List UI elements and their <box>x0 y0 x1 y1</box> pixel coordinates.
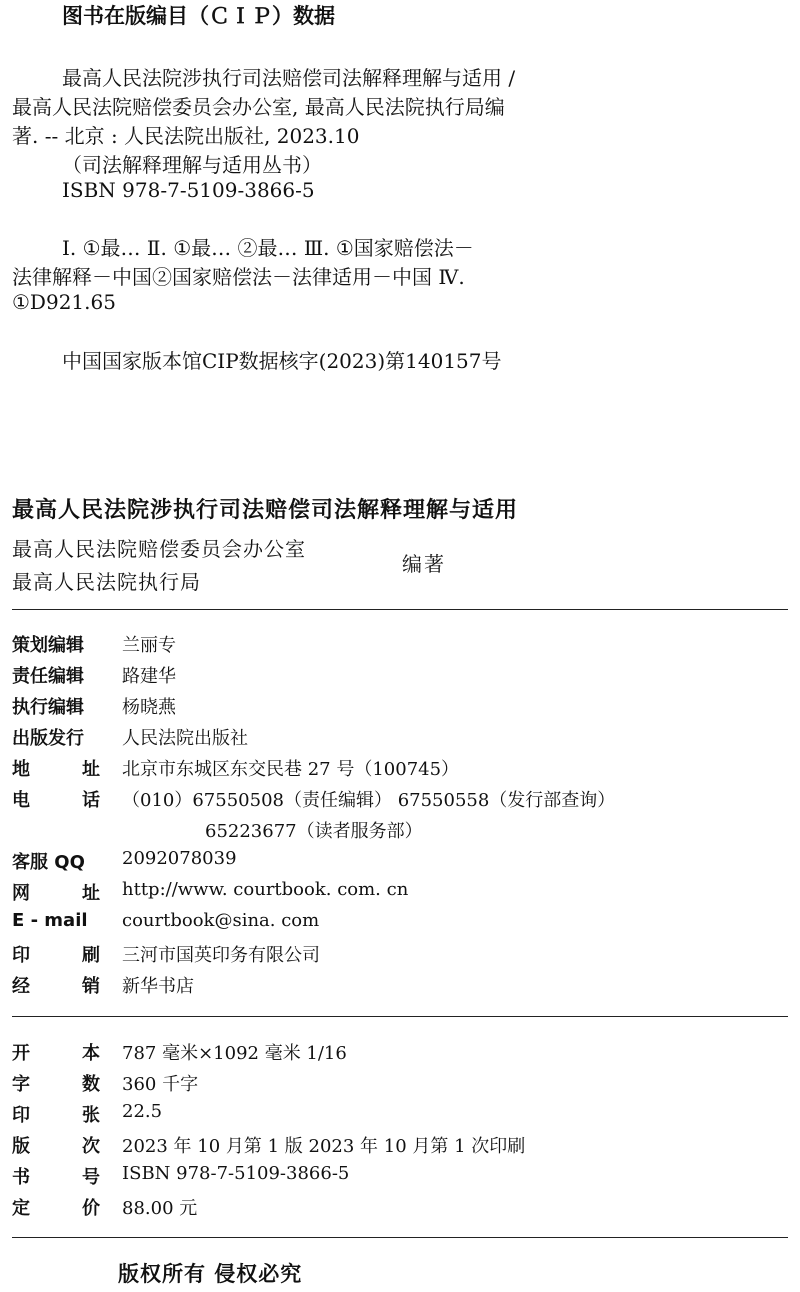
spec-label-format <box>12 1039 100 1065</box>
info-label: 执行编辑 <box>12 697 84 718</box>
cip-classification: ①D921.65 <box>12 290 116 314</box>
info-value: 人民法院出版社 <box>122 728 248 749</box>
editor-name: 最高人民法院执行局 <box>12 570 201 594</box>
info-label: 出版发行 <box>12 728 84 749</box>
info-label: E - mail <box>12 910 88 931</box>
spec-label-edition <box>12 1132 100 1158</box>
spec-label-char: 张 <box>82 1105 100 1126</box>
cip-heading: 图书在版编目（ＣＩＰ）数据 <box>62 4 335 28</box>
info-label-char: 销 <box>82 976 100 997</box>
spec-label-char: 字 <box>12 1074 30 1095</box>
spec-label-char: 印 <box>12 1105 30 1126</box>
spec-label-char: 号 <box>82 1167 100 1188</box>
info-label-address <box>12 755 100 781</box>
book-title: 最高人民法院涉执行司法赔偿司法解释理解与适用 <box>12 498 519 523</box>
editor-role: 编著 <box>402 552 446 576</box>
spec-label-char: 书 <box>12 1167 30 1188</box>
copyright-notice: 版权所有 侵权必究 <box>118 1262 303 1286</box>
info-value: 路建华 <box>122 666 176 687</box>
spec-label-sheets <box>12 1101 100 1127</box>
spec-value-sheets: 22.5 <box>122 1101 163 1122</box>
info-label-char: 刷 <box>82 945 100 966</box>
info-label: 客服 QQ <box>12 852 85 873</box>
spec-label-isbn <box>12 1163 100 1189</box>
cip-line: 著. -- 北京 : 人民法院出版社, 2023.10 <box>12 124 360 148</box>
info-label: 责任编辑 <box>12 666 84 687</box>
cip-classification: Ⅰ. ①最… Ⅱ. ①最… ②最… Ⅲ. ①国家赔偿法－ <box>62 236 474 260</box>
spec-label-char: 次 <box>82 1136 100 1157</box>
info-value-printer: 三河市国英印务有限公司 <box>122 945 320 966</box>
info-value: 杨晓燕 <box>122 697 176 718</box>
info-label-distributor <box>12 972 100 998</box>
editor-name: 最高人民法院赔偿委员会办公室 <box>12 537 306 561</box>
spec-label-char: 版 <box>12 1136 30 1157</box>
info-value-email: courtbook@sina. com <box>122 910 320 931</box>
cip-line: （司法解释理解与适用丛书） <box>62 153 322 177</box>
spec-value-edition: 2023 年 10 月第 1 版 2023 年 10 月第 1 次印刷 <box>122 1136 526 1157</box>
info-label-char: 电 <box>12 790 30 811</box>
spec-label-char: 价 <box>82 1198 100 1219</box>
info-label-printer <box>12 941 100 967</box>
info-value-distributor: 新华书店 <box>122 976 194 997</box>
info-label-phone <box>12 786 100 812</box>
info-label-website <box>12 879 100 905</box>
info-label-char: 印 <box>12 945 30 966</box>
cip-line: 最高人民法院赔偿委员会办公室, 最高人民法院执行局编 <box>12 95 505 119</box>
info-label-char: 址 <box>82 883 100 904</box>
spec-value-isbn: ISBN 978-7-5109-3866-5 <box>122 1163 350 1184</box>
info-value: 兰丽专 <box>122 635 176 656</box>
spec-label-char: 定 <box>12 1198 30 1219</box>
spec-label-price <box>12 1194 100 1220</box>
info-label-char: 地 <box>12 759 30 780</box>
cip-classification: 法律解释－中国②国家赔偿法－法律适用－中国 Ⅳ. <box>12 265 465 289</box>
spec-label-wordcount <box>12 1070 100 1096</box>
info-value-phone-2: 65223677（读者服务部） <box>205 821 423 842</box>
spec-label-char: 数 <box>82 1074 100 1095</box>
info-value-qq: 2092078039 <box>122 848 237 869</box>
spec-label-char: 开 <box>12 1043 30 1064</box>
info-label-char: 网 <box>12 883 30 904</box>
spec-value-wordcount: 360 千字 <box>122 1074 199 1095</box>
info-label: 策划编辑 <box>12 635 84 656</box>
info-label-char: 话 <box>82 790 100 811</box>
spec-value-price: 88.00 元 <box>122 1198 198 1219</box>
cip-verification-number: 中国国家版本馆CIP数据核字(2023)第140157号 <box>62 349 502 373</box>
divider <box>12 609 788 610</box>
info-label-char: 址 <box>82 759 100 780</box>
spec-label-char: 本 <box>82 1043 100 1064</box>
divider <box>12 1237 788 1238</box>
cip-line: 最高人民法院涉执行司法赔偿司法解释理解与适用 / <box>62 66 516 90</box>
info-value-website: http://www. courtbook. com. cn <box>122 879 409 900</box>
divider <box>12 1016 788 1017</box>
spec-value-format: 787 毫米×1092 毫米 1/16 <box>122 1043 347 1064</box>
cip-isbn: ISBN 978-7-5109-3866-5 <box>62 178 315 202</box>
info-value-phone: （010）67550508（责任编辑） 67550558（发行部查询） <box>122 790 616 811</box>
info-label-char: 经 <box>12 976 30 997</box>
info-value-address: 北京市东城区东交民巷 27 号（100745） <box>122 759 460 780</box>
